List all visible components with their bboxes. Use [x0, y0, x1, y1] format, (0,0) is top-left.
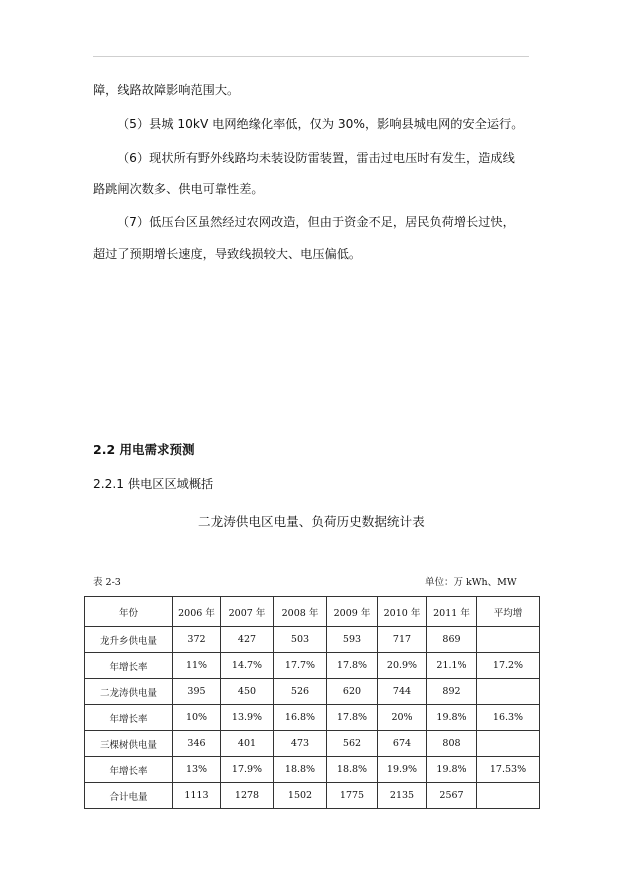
table-cell: 13% — [173, 757, 221, 783]
table-cell: 401 — [221, 731, 274, 757]
paragraph-line: 路跳闸次数多、供电可靠性差。 — [93, 182, 264, 196]
table-cell: 892 — [427, 679, 477, 705]
table-cell — [477, 783, 540, 809]
table-cell: 14.7% — [221, 653, 274, 679]
table-header-cell: 2007 年 — [221, 597, 274, 627]
table-cell: 18.8% — [274, 757, 327, 783]
table-header-cell: 2006 年 — [173, 597, 221, 627]
table-cell: 562 — [327, 731, 378, 757]
paragraph-line: （7）低压台区虽然经过农网改造，但由于资金不足，居民负荷增长过快， — [117, 215, 515, 229]
table-cell: 2135 — [378, 783, 427, 809]
data-table — [84, 596, 540, 809]
table-header-row — [85, 597, 540, 627]
table-cell: 473 — [274, 731, 327, 757]
table-row — [85, 731, 540, 757]
paragraph-line: （6）现状所有野外线路均未装设防雷装置，雷击过电压时有发生，造成线 — [117, 151, 515, 165]
table-cell: 593 — [327, 627, 378, 653]
table-cell: 10% — [173, 705, 221, 731]
table-cell: 808 — [427, 731, 477, 757]
table-cell: 龙升乡供电量 — [85, 627, 173, 653]
table-cell: 20.9% — [378, 653, 427, 679]
table-cell: 869 — [427, 627, 477, 653]
table-cell: 372 — [173, 627, 221, 653]
table-cell: 三棵树供电量 — [85, 731, 173, 757]
table-row — [85, 627, 540, 653]
table-cell: 744 — [378, 679, 427, 705]
table-cell: 450 — [221, 679, 274, 705]
section-heading: 2.2 用电需求预测 — [93, 442, 195, 457]
table-cell: 503 — [274, 627, 327, 653]
table-cell: 620 — [327, 679, 378, 705]
paragraph-line: （5）县城 10kV 电网绝缘化率低，仅为 30%，影响县城电网的安全运行。 — [117, 117, 524, 131]
table-cell: 年增长率 — [85, 757, 173, 783]
table-cell: 二龙涛供电量 — [85, 679, 173, 705]
table-cell — [477, 627, 540, 653]
table-number: 表 2-3 — [93, 577, 121, 588]
table-row — [85, 653, 540, 679]
table-caption: 二龙涛供电区电量、负荷历史数据统计表 — [198, 514, 425, 529]
table-cell: 年增长率 — [85, 653, 173, 679]
paragraph-line: 超过了预期增长速度，导致线损较大、电压偏低。 — [93, 247, 362, 261]
table-cell: 1278 — [221, 783, 274, 809]
table-cell: 2567 — [427, 783, 477, 809]
table-cell: 17.8% — [327, 653, 378, 679]
table-cell: 17.7% — [274, 653, 327, 679]
table-cell: 合计电量 — [85, 783, 173, 809]
table-cell: 1775 — [327, 783, 378, 809]
table-cell: 19.8% — [427, 705, 477, 731]
table-cell: 11% — [173, 653, 221, 679]
table-row — [85, 705, 540, 731]
table-cell: 21.1% — [427, 653, 477, 679]
paragraph-line: 障，线路故障影响范围大。 — [93, 83, 240, 97]
table-cell: 1502 — [274, 783, 327, 809]
table-row — [85, 757, 540, 783]
table-cell: 395 — [173, 679, 221, 705]
table-cell: 16.8% — [274, 705, 327, 731]
table-header-cell: 2011 年 — [427, 597, 477, 627]
table-cell: 1113 — [173, 783, 221, 809]
table-cell: 427 — [221, 627, 274, 653]
table-header-cell: 2009 年 — [327, 597, 378, 627]
table-cell: 717 — [378, 627, 427, 653]
table-row — [85, 783, 540, 809]
table-cell: 20% — [378, 705, 427, 731]
table-row — [85, 679, 540, 705]
table-cell — [477, 731, 540, 757]
header-rule — [93, 56, 529, 57]
subsection-heading: 2.2.1 供电区区域概括 — [93, 477, 214, 491]
table-header-cell: 年份 — [85, 597, 173, 627]
table-cell: 年增长率 — [85, 705, 173, 731]
table-cell: 19.8% — [427, 757, 477, 783]
table-cell: 16.3% — [477, 705, 540, 731]
table-cell: 674 — [378, 731, 427, 757]
table-cell: 17.8% — [327, 705, 378, 731]
table-header-cell: 2008 年 — [274, 597, 327, 627]
table-cell: 13.9% — [221, 705, 274, 731]
table-header-cell: 2010 年 — [378, 597, 427, 627]
table-cell: 526 — [274, 679, 327, 705]
table-cell: 17.53% — [477, 757, 540, 783]
table-cell — [477, 679, 540, 705]
table-cell: 346 — [173, 731, 221, 757]
table-cell: 17.2% — [477, 653, 540, 679]
table-header-cell: 平均增 — [477, 597, 540, 627]
table-cell: 19.9% — [378, 757, 427, 783]
table-cell: 18.8% — [327, 757, 378, 783]
table-unit: 单位：万 kWh、MW — [425, 577, 517, 588]
table-cell: 17.9% — [221, 757, 274, 783]
